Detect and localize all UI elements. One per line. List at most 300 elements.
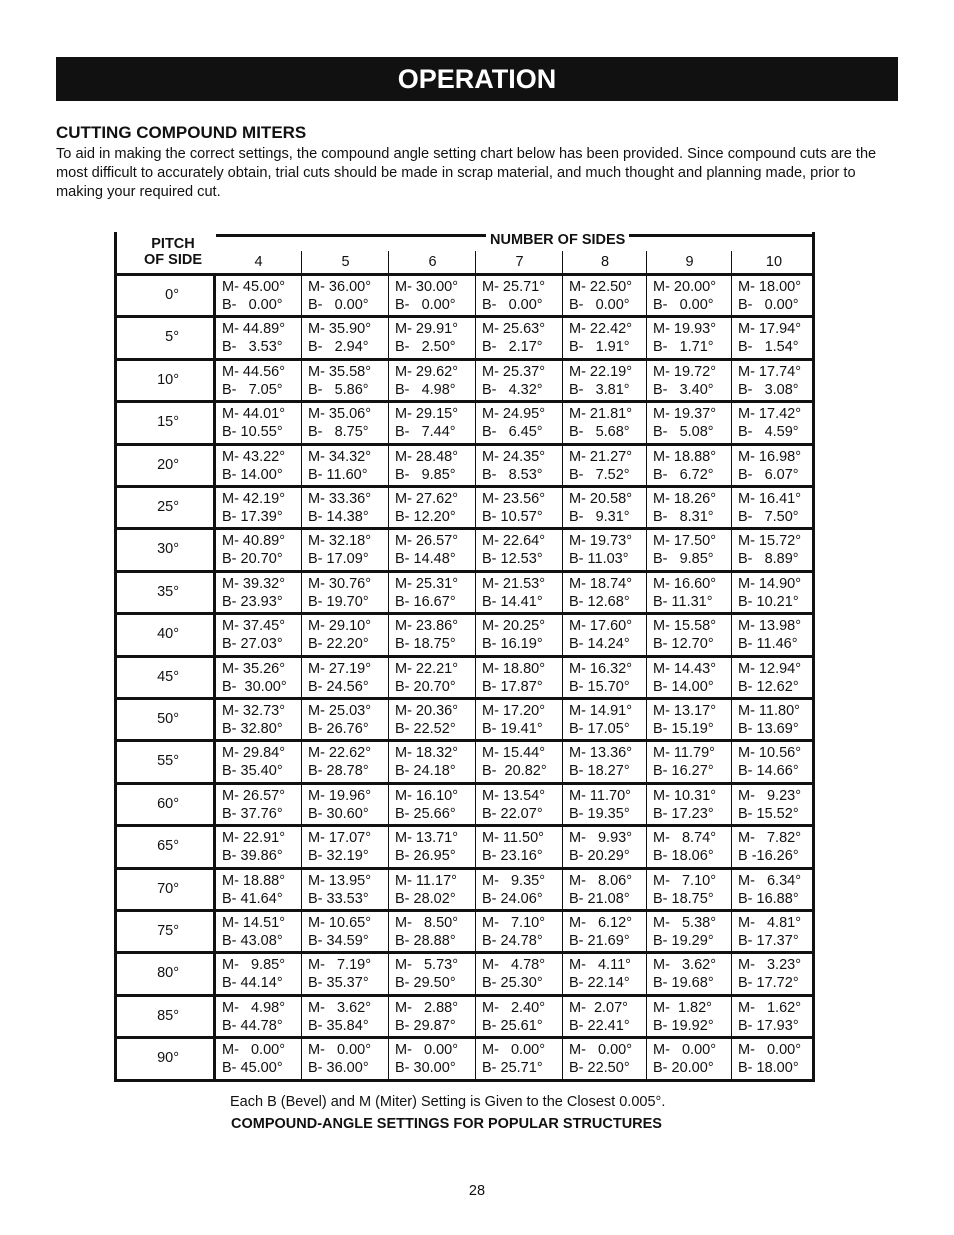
miter-value: M- 16.60° [653,575,717,592]
table-row [114,358,815,400]
bevel-value: B -16.26° [738,848,799,865]
miter-value: M- 13.17° [653,703,717,719]
miter-value: M- 23.56° [482,491,546,507]
bevel-value: B- 0.00° [569,297,630,313]
miter-value: M- 36.00° [308,279,372,295]
miter-value: M- 32.73° [222,703,286,719]
bevel-value: B- 26.95° [395,848,456,865]
bevel-value: B- 21.08° [569,890,630,907]
miter-value: M- 9.85° [222,957,286,974]
pitch-header-line: OF SIDE [143,252,202,268]
miter-value: M- 26.57° [222,787,286,804]
miter-value: M- 24.35° [482,448,546,465]
setting-cell [216,446,301,485]
table-row [114,1036,815,1078]
miter-value: M- 5.38° [653,915,717,931]
table-row [114,782,815,824]
setting-cell [216,785,301,824]
miter-value: M- 2.88° [395,999,459,1016]
miter-value: M- 22.64° [482,533,546,550]
bevel-value: B- 5.08° [653,424,714,441]
setting-cell [562,530,646,569]
setting-cell [475,573,562,612]
miter-value: M- 8.74° [653,830,717,847]
miter-value: M- 6.12° [569,915,633,931]
miter-value: M- 34.32° [308,448,372,465]
bevel-value: B- 19.92° [653,1017,714,1034]
pitch-cell: 60° [114,785,216,824]
setting-cell [216,870,301,909]
setting-cell [731,446,815,485]
bevel-value: B- 41.64° [222,890,283,907]
bevel-value: B- 7.44° [395,424,456,441]
bevel-value: B- 18.27° [569,763,630,780]
miter-value: M- 0.00° [738,1042,802,1059]
miter-value: M- 0.00° [569,1042,633,1059]
miter-value: M- 1.62° [738,999,802,1016]
bevel-value: B- 3.53° [222,339,283,356]
bevel-value: B- 4.59° [738,424,799,441]
bevel-value: B- 3.40° [653,381,714,398]
miter-value: M- 22.50° [569,279,633,295]
setting-cell [731,997,815,1036]
bevel-value: B- 20.70° [222,551,283,568]
miter-value: M- 8.50° [395,915,459,931]
pitch-cell: 5° [114,318,216,357]
pitch-cell: 20° [114,446,216,485]
setting-cell [475,1039,562,1078]
miter-value: M- 5.73° [395,957,459,974]
bevel-value: B- 22.07° [482,805,543,822]
setting-cell [475,827,562,866]
bevel-value: B- 12.20° [395,509,456,525]
setting-cell [562,954,646,993]
bevel-value: B- 29.50° [395,975,456,992]
pitch-cell: 15° [114,403,216,442]
bevel-value: B- 20.00° [653,1060,714,1077]
miter-value: M- 16.10° [395,787,459,804]
miter-value: M- 44.89° [222,321,286,338]
miter-value: M- 35.90° [308,321,372,338]
bevel-value: B- 6.45° [482,424,543,441]
setting-cell [475,530,562,569]
setting-cell [646,827,731,866]
pitch-cell: 10° [114,361,216,400]
setting-cell [731,827,815,866]
miter-value: M- 0.00° [395,1042,459,1059]
setting-cell [562,700,646,739]
miter-value: M- 18.88° [653,448,717,465]
column-header-row [216,251,815,273]
miter-value: M- 4.81° [738,915,802,931]
setting-cell [388,403,475,442]
setting-cell [562,488,646,527]
miter-value: M- 13.71° [395,830,459,847]
setting-cell [216,530,301,569]
miter-value: M- 39.32° [222,575,286,592]
miter-value: M- 29.62° [395,363,459,380]
setting-cell [646,318,731,357]
bevel-value: B- 10.55° [222,424,283,441]
miter-value: M- 0.00° [653,1042,717,1059]
bevel-value: B- 32.80° [222,721,283,737]
bevel-value: B- 20.82° [482,763,547,780]
miter-value: M- 42.19° [222,491,286,507]
setting-cell [301,530,388,569]
setting-cell [301,954,388,993]
miter-value: M- 27.62° [395,491,459,507]
bevel-value: B- 16.67° [395,593,456,610]
miter-value: M- 19.96° [308,787,372,804]
setting-cell [562,997,646,1036]
setting-cell [388,318,475,357]
setting-cell [475,488,562,527]
miter-value: M- 17.60° [569,618,633,635]
bevel-value: B- 1.71° [653,339,714,356]
setting-cell [475,912,562,951]
bevel-value: B- 17.72° [738,975,799,992]
miter-value: M- 40.89° [222,533,286,550]
miter-value: M- 25.03° [308,703,372,719]
bevel-value: B- 4.98° [395,381,456,398]
pitch-cell: 65° [114,827,216,866]
setting-cell [562,573,646,612]
setting-cell [646,446,731,485]
setting-cell [388,912,475,951]
bevel-value: B- 30.00° [395,1060,456,1077]
setting-cell [301,318,388,357]
setting-cell [388,870,475,909]
bevel-value: B- 7.05° [222,381,283,398]
setting-cell [562,1039,646,1078]
bevel-value: B- 8.75° [308,424,369,441]
pitch-cell: 40° [114,615,216,654]
miter-value: M- 26.57° [395,533,459,550]
bevel-value: B- 8.31° [653,509,714,525]
table-row [114,612,815,654]
pitch-header-line: PITCH [151,236,195,252]
miter-value: M- 14.43° [653,660,717,677]
setting-cell [216,1039,301,1078]
setting-cell [388,742,475,781]
miter-value: M- 11.79° [653,745,715,762]
setting-cell [646,573,731,612]
column-header-sides-9: 9 [646,251,732,273]
setting-cell [216,488,301,527]
setting-cell [562,870,646,909]
setting-cell [388,276,475,315]
miter-value: M- 16.98° [738,448,802,465]
miter-value: M- 29.10° [308,618,372,635]
column-header-sides-4: 4 [254,254,263,270]
setting-cell [731,276,815,315]
bevel-value: B- 12.68° [569,593,630,610]
pitch-of-side-header-text [118,236,228,268]
bevel-value: B- 3.08° [738,381,799,398]
bevel-value: B- 12.62° [738,678,799,695]
column-header-sides-7: 7 [475,251,563,273]
bevel-value: B- 33.53° [308,890,369,907]
bevel-value: B- 25.30° [482,975,543,992]
miter-value: M- 33.36° [308,491,372,507]
setting-cell [388,785,475,824]
miter-value: M- 43.22° [222,448,286,465]
setting-cell [388,997,475,1036]
miter-value: M- 11.70° [569,787,631,804]
column-header-sides-8: 8 [562,251,647,273]
bevel-value: B- 16.88° [738,890,799,907]
setting-cell [388,700,475,739]
setting-cell [646,276,731,315]
bevel-value: B- 1.54° [738,339,799,356]
pitch-cell: 50° [114,700,216,739]
miter-value: M- 12.94° [738,660,802,677]
miter-value: M- 11.80° [738,703,800,719]
miter-value: M- 44.56° [222,363,286,380]
miter-value: M- 9.23° [738,787,802,804]
pitch-cell: 55° [114,742,216,781]
setting-cell [731,954,815,993]
bevel-value: B- 25.61° [482,1017,543,1034]
setting-cell [562,912,646,951]
setting-cell [562,742,646,781]
bevel-value: B- 28.02° [395,890,456,907]
column-header-sides-5: 5 [301,251,389,273]
bevel-value: B- 17.37° [738,933,799,949]
setting-cell [731,318,815,357]
bevel-value: B- 21.69° [569,933,630,949]
table-row [114,315,815,357]
setting-cell [731,700,815,739]
miter-value: M- 7.82° [738,830,802,847]
setting-cell [475,615,562,654]
bevel-value: B- 14.24° [569,636,630,653]
bevel-value: B- 24.06° [482,890,543,907]
miter-value: M- 35.06° [308,406,372,423]
table-row [114,697,815,739]
setting-cell [216,954,301,993]
miter-value: M- 17.50° [653,533,717,550]
setting-cell [388,573,475,612]
table-row [114,527,815,569]
bevel-value: B- 25.66° [395,805,456,822]
setting-cell [562,785,646,824]
miter-value: M- 20.58° [569,491,633,507]
miter-value: M- 21.53° [482,575,546,592]
setting-cell [301,361,388,400]
table-row [114,867,815,909]
bevel-value: B- 22.50° [569,1060,630,1077]
setting-cell [301,488,388,527]
bevel-value: B- 0.00° [222,297,283,313]
table-row [114,824,815,866]
miter-value: M- 44.01° [222,406,286,423]
bevel-value: B- 30.00° [222,678,287,695]
miter-value: M- 45.00° [222,279,286,295]
bevel-value: B- 28.88° [395,933,456,949]
bevel-value: B- 2.17° [482,339,543,356]
bevel-value: B- 11.03° [569,551,629,568]
setting-cell [475,742,562,781]
miter-value: M- 21.81° [569,406,633,423]
miter-value: M- 20.25° [482,618,546,635]
setting-cell [388,954,475,993]
miter-value: M- 13.95° [308,872,372,889]
miter-value: M- 4.98° [222,999,286,1016]
bevel-value: B- 0.00° [653,297,714,313]
miter-value: M- 18.32° [395,745,459,762]
miter-value: M- 11.17° [395,872,457,889]
setting-cell [388,530,475,569]
setting-cell [216,318,301,357]
bevel-value: B- 45.00° [222,1060,283,1077]
bevel-value: B- 11.60° [308,466,368,483]
setting-cell [301,658,388,697]
miter-value: M- 18.00° [738,279,802,295]
setting-cell [646,997,731,1036]
bevel-value: B- 10.57° [482,509,543,525]
setting-cell [216,573,301,612]
miter-value: M- 22.42° [569,321,633,338]
bevel-value: B- 18.06° [653,848,714,865]
section-title: CUTTING COMPOUND MITERS [56,123,307,142]
table-row [114,443,815,485]
bevel-value: B- 44.14° [222,975,283,992]
bevel-value: B- 16.19° [482,636,543,653]
bevel-value: B- 24.78° [482,933,543,949]
setting-cell [301,1039,388,1078]
bevel-value: B- 44.78° [222,1017,283,1034]
pitch-cell: 80° [114,954,216,993]
miter-value: M- 7.10° [653,872,717,889]
setting-cell [731,573,815,612]
bevel-value: B- 35.84° [308,1017,369,1034]
setting-cell [216,658,301,697]
bevel-value: B- 7.50° [738,509,799,525]
bevel-value: B- 15.52° [738,805,799,822]
table-row [114,909,815,951]
setting-cell [216,997,301,1036]
miter-value: M- 28.48° [395,448,459,465]
miter-value: M- 8.06° [569,872,633,889]
setting-cell [475,318,562,357]
miter-value: M- 18.88° [222,872,286,889]
bevel-value: B- 0.00° [738,297,799,313]
setting-cell [731,403,815,442]
setting-cell [562,276,646,315]
miter-value: M- 7.19° [308,957,372,974]
miter-value: M- 22.91° [222,830,286,847]
bevel-value: B- 18.75° [395,636,456,653]
setting-cell [731,488,815,527]
setting-cell [562,446,646,485]
setting-cell [301,573,388,612]
bevel-value: B- 19.68° [653,975,714,992]
bevel-value: B- 32.19° [308,848,369,865]
bevel-value: B- 14.00° [653,678,714,695]
bevel-value: B- 39.86° [222,848,283,865]
number-of-sides-rule [216,232,815,248]
bevel-value: B- 14.41° [482,593,543,610]
setting-cell [562,318,646,357]
bevel-value: B- 11.46° [738,636,798,653]
setting-cell [646,954,731,993]
bevel-value: B- 11.31° [653,593,713,610]
setting-cell [562,403,646,442]
setting-cell [388,488,475,527]
bevel-value: B- 25.71° [482,1060,543,1077]
miter-value: M- 17.74° [738,363,802,380]
setting-cell [731,361,815,400]
bevel-value: B- 17.93° [738,1017,799,1034]
miter-value: M- 29.84° [222,745,286,762]
miter-value: M- 14.90° [738,575,802,592]
bevel-value: B- 9.31° [569,509,630,525]
setting-cell [475,361,562,400]
miter-value: M- 7.10° [482,915,546,931]
setting-cell [646,1039,731,1078]
bevel-value: B- 19.41° [482,721,543,737]
miter-value: M- 29.15° [395,406,459,423]
pitch-cell: 70° [114,870,216,909]
bevel-value: B- 19.35° [569,805,630,822]
miter-value: M- 15.58° [653,618,717,635]
setting-cell [301,742,388,781]
setting-cell [301,615,388,654]
miter-value: M- 4.78° [482,957,546,974]
setting-cell [216,615,301,654]
bevel-value: B- 9.85° [653,551,714,568]
pitch-cell: 30° [114,530,216,569]
table-caption: COMPOUND-ANGLE SETTINGS FOR POPULAR STRUCTURES [231,1116,662,1132]
table-row [114,739,815,781]
setting-cell [216,700,301,739]
bevel-value: B- 23.16° [482,848,543,865]
bevel-value: B- 28.78° [308,763,369,780]
miter-value: M- 10.65° [308,915,372,931]
miter-value: M- 15.72° [738,533,802,550]
setting-cell [475,954,562,993]
bevel-value: B- 12.53° [482,551,543,568]
bevel-value: B- 7.52° [569,466,630,483]
setting-cell [301,276,388,315]
miter-value: M- 24.95° [482,406,546,423]
setting-cell [216,742,301,781]
miter-value: M- 35.26° [222,660,286,677]
miter-value: M- 17.94° [738,321,802,338]
bevel-value: B- 43.08° [222,933,283,949]
pitch-cell: 45° [114,658,216,697]
pitch-of-side-header [118,236,228,268]
setting-cell [646,658,731,697]
setting-cell [646,912,731,951]
pitch-cell: 0° [114,276,216,315]
setting-cell [731,1039,815,1078]
bevel-value: B- 20.29° [569,848,630,865]
setting-cell [301,700,388,739]
miter-value: M- 32.18° [308,533,372,550]
bevel-value: B- 5.68° [569,424,630,441]
miter-value: M- 18.74° [569,575,633,592]
bevel-value: B- 35.37° [308,975,369,992]
setting-cell [388,615,475,654]
setting-cell [646,700,731,739]
page-header-bar [56,57,898,101]
bevel-value: B- 23.93° [222,593,283,610]
miter-value: M- 1.82° [653,999,712,1016]
bevel-value: B- 30.60° [308,805,369,822]
bevel-value: B- 6.07° [738,466,799,483]
